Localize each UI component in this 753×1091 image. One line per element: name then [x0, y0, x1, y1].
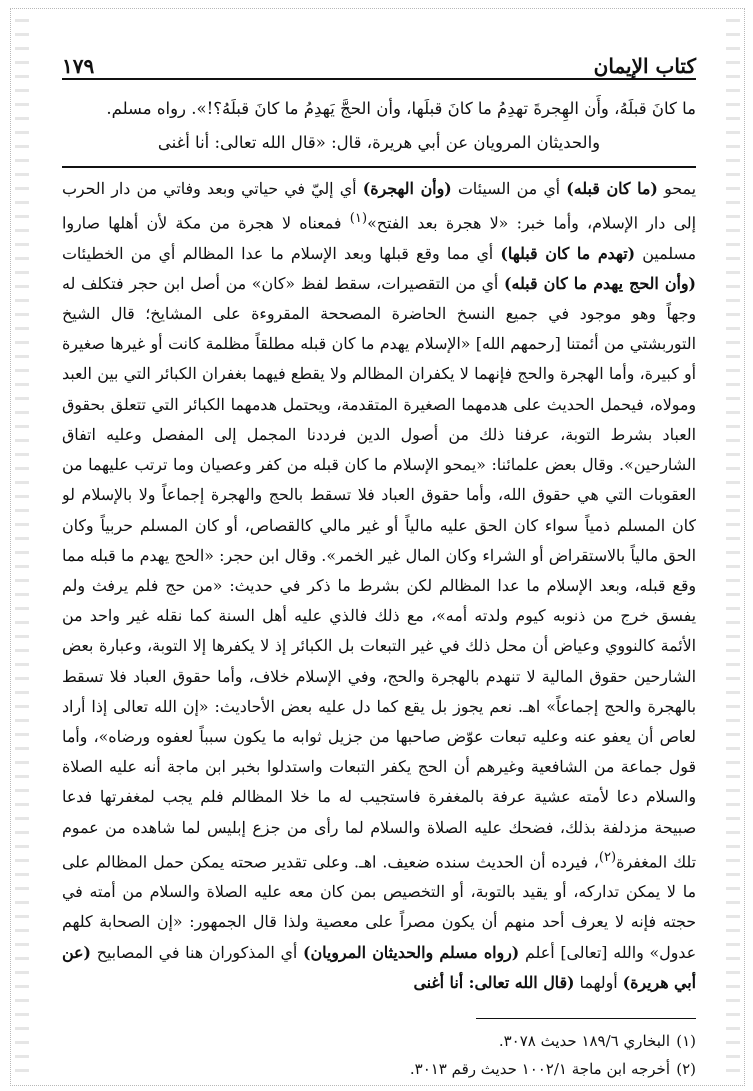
- commentary-text: أي من السيئات: [451, 179, 567, 198]
- quoted-phrase: (ما كان قبله): [566, 179, 658, 198]
- footnote-text: أخرجه ابن ماجة ١٠٠٢/١ حديث رقم ٣٠١٣.: [409, 1060, 670, 1078]
- footnote-ref[interactable]: (٢): [598, 849, 617, 865]
- quoted-phrase: (رواه مسلم والحديثان المرويان): [303, 942, 520, 962]
- footnote-number: (١): [676, 1032, 696, 1050]
- commentary-text: أولهما: [574, 972, 623, 992]
- book-page: [62, 38, 696, 1084]
- commentary-text: أي من التقصيرات، سقط لفظ «كان» من أصل ابن حجر فتكلف له وجهاً وهو موجود في جميع النسخ الحاضرة المصححة المقروءة على المشايخ؛ قال الشيخ التوربشتي من أئمتنا [رحمهم الله] «الإسلام يهدم ما كان قبله مطلقاً مظلمة كانت أو غيرها صغيرة أو كبيرة، وأما الهجرة والحج فإنهما لا يكفران المظالم ولا يقطع فيهما بغفران الكبائر التي بين العبد ومولاه، فيحمل الحديث على هدمهما الصغيرة المتقدمة، ويحتمل هدمهما الكبائر التي تتعلق بحقوق العباد بشرط التوبة، عرفنا ذلك من أصول الدين فرددنا المجمل إلى المفصل وعليه اتفاق الشارحين». وقال بعض علمائنا: «يمحو الإسلام ما كان قبله من كفر وعصيان وما ترتب عليهما من العقوبات التي هي حقوق الله، وأما حقوق العباد فلا تسقط بالحج والهجرة إجماعاً ولا بالإسلام لو كان المسلم ذمياً سواء كان الحق عليه مالياً أو غير مالي كالقصاص، أو كان المسلم حربياً وكان الحق مالياً بالاستقراض أو الشراء وكان المال غير الخمر». وقال ابن حجر: «الحج يهدم ما قبله مما وقع قبله، وبعد الإسلام ما عدا المظالم لكن بشرط ما ذكر في حديث: «من حج فلم يرفث ولم يفسق خرج من ذنوبه كيوم ولدته أمه»، مع ذلك فالذي عليه أهل السنة كما نقله غير واحد من الأئمة كالنووي وعياض أن محل ذلك في غير التبعات بل الكبائر إذ لا يكفرها إلا التوبة، وعبارة بعض الشارحين حقوق المالية لا تنهدم بالهجرة والحج، وفي الإسلام خلاف، وأما حقوق العباد فلا تسقط بالهجرة والحج إجماعاً» اهـ. نعم يجوز بل يقع كما دل عليه بعض الأحاديث: «إن الله تعالى إذا أراد لعاص أن يعفو عنه وعليه تبعات عوّض صاحبها من جزيل ثوابه ما يكون سبباً لعفوه ورضاه»، وأما قول جماعة من الشافعية وغيرهم أن الحج يكفر التبعات واستدلوا بخبر ابن ماجة أنه عليه الصلاة والسلام دعا لأمته عشية عرفة بالمغفرة فاستجيب له ما خلا المظالم فلم يجب لمغفرتها فدعا صبيحة مزدلفة بذلك، فضحك عليه الصلاة والسلام لما رأى من جزع إبليس لما شاهده من عموم تلك المغفرة: [62, 273, 696, 871]
- footnote-ref[interactable]: (١): [349, 211, 368, 227]
- footnote-number: (٢): [676, 1060, 696, 1078]
- page-number: ١٧٩: [62, 54, 95, 78]
- hadith-line: ما كانَ قبلَهُ، وأَن الهِجرةَ تهدِمُ ما كانَ قبلَها، وأن الحجَّ يَهدِمُ ما كانَ قبلَهُ؟!». رواه مسلم.: [106, 99, 696, 118]
- commentary-text: فمعناه لا هجرة من مكة لأن أهلها صاروا مسلمين: [62, 213, 696, 263]
- quoted-phrase: (عن أبي هريرة): [62, 942, 696, 992]
- quoted-phrase: (تهدم ما كان قبلها): [500, 243, 636, 263]
- commentary-text: أي المذكوران هنا في المصابيح: [90, 942, 303, 962]
- footnote-2: [62, 1055, 696, 1083]
- chapter-title: كتاب الإيمان: [593, 54, 696, 78]
- commentary-text: أي إليّ في حياتي وبعد وفاتي من دار الحرب إلى دار الإسلام، وأما خبر: «لا هجرة بعد الفتح»: [62, 179, 696, 233]
- quoted-phrase: (وأن الهجرة): [362, 179, 452, 198]
- hadith-text: [62, 80, 696, 168]
- quoted-phrase: (قال الله تعالى: أنا أغنى: [413, 972, 575, 992]
- commentary-paragraph: [62, 174, 696, 994]
- page-header: [62, 38, 696, 80]
- commentary-text: أي مما وقع قبلها وبعد الإسلام ما عدا المظالم أي من الخطيئات: [62, 243, 501, 263]
- footnotes: [62, 1018, 696, 1083]
- commentary-text: يمحو: [657, 179, 696, 198]
- commentary-text: ، فيرده أن الحديث سنده ضعيف. اهـ. وعلى تقدير صحته يمكن حمل المظالم على ما لا يمكن تداركه، أو يقيد بالتوبة، أو التخصيص بمن كان معه عليه الصلاة والسلام من أمته في حجته فإنه لا يعرف أحد منهم أن يكون مصراً على معصية ولذا قال الجمهور: «إن الصحابة كلهم عدول» والله [تعالى] أعلم: [62, 852, 696, 962]
- footnote-text: البخاري ١٨٩/٦ حديث ٣٠٧٨.: [498, 1032, 670, 1050]
- hadith-line: والحديثان المرويان عن أبي هريرة، قال: «قال الله تعالى: أنا أغنى: [157, 133, 601, 152]
- footnote-1: [62, 1027, 696, 1055]
- commentary: [62, 168, 696, 994]
- footnote-divider: [476, 1018, 696, 1019]
- quoted-phrase: (وأن الحج يهدم ما كان قبله): [504, 273, 696, 293]
